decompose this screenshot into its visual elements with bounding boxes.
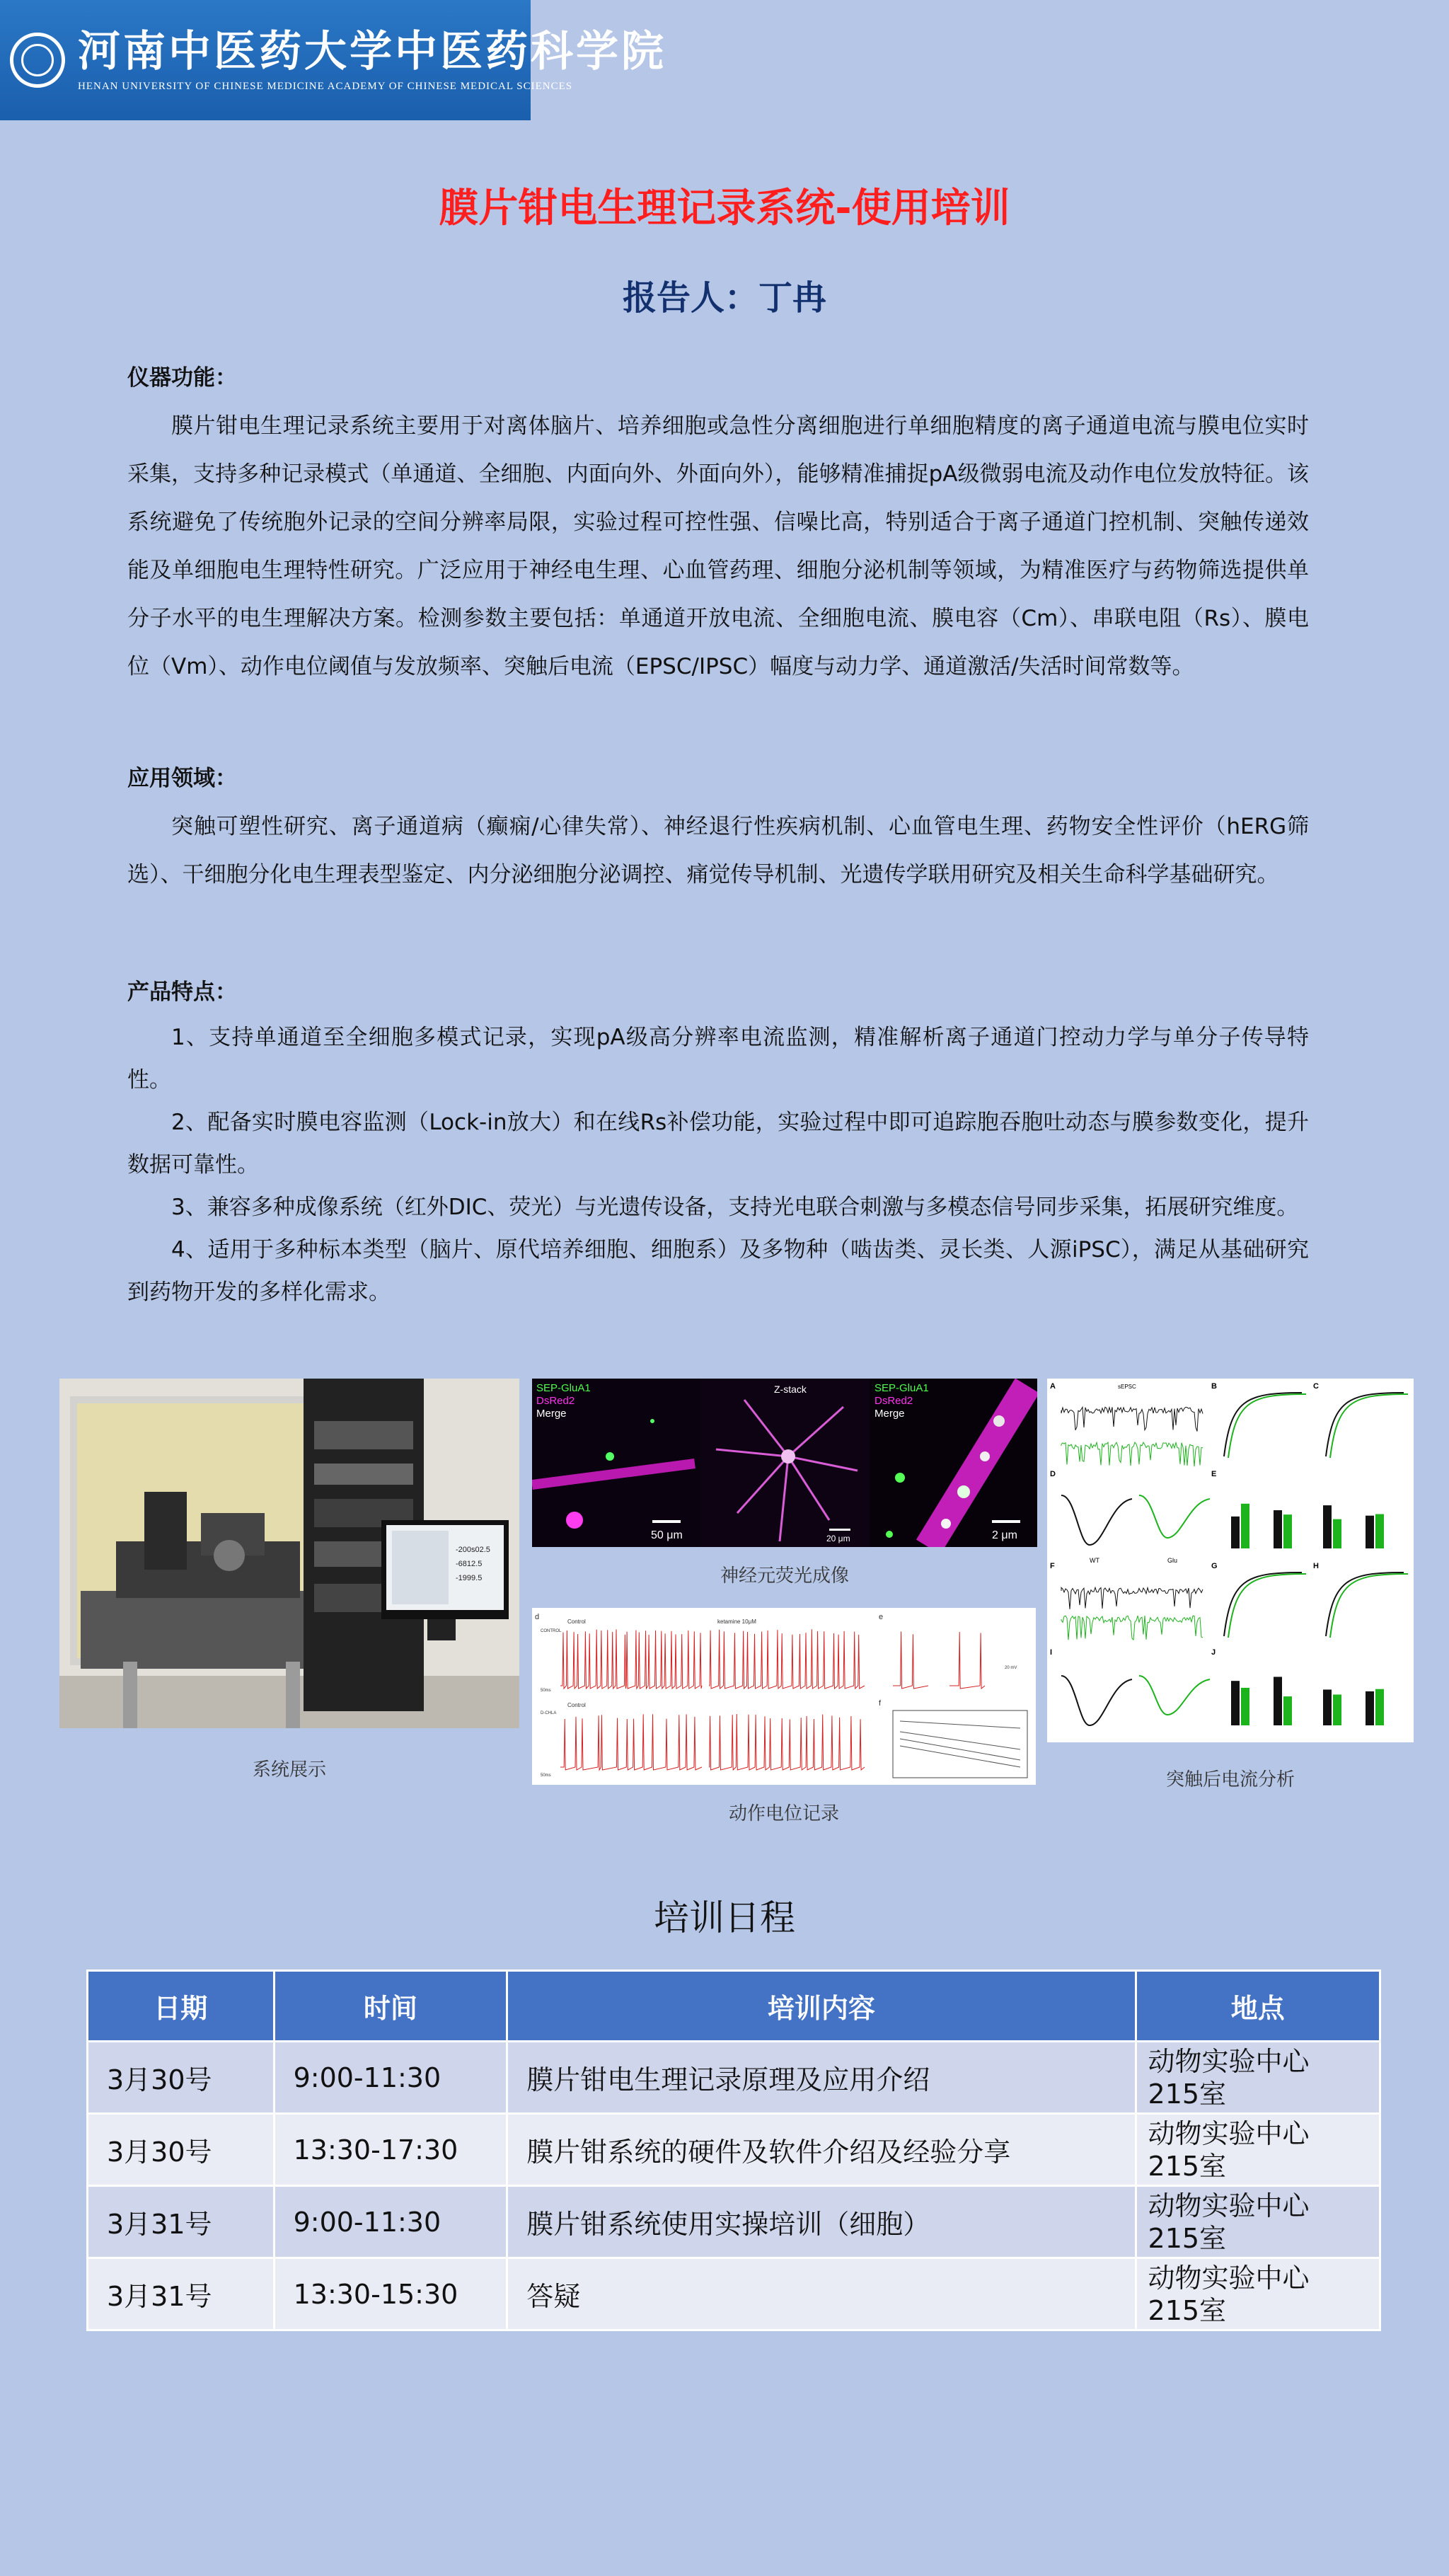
ap-trace — [709, 1714, 865, 1770]
header-content: 培训内容 — [507, 1971, 1136, 2042]
page-title: 膜片钳电生理记录系统-使用培训 — [439, 185, 1010, 231]
cell-time: 9:00-11:30 — [274, 2186, 507, 2258]
table-row — [88, 2042, 1380, 2114]
location-line: 215室 — [1148, 2222, 1227, 2254]
ap-trace — [560, 1714, 702, 1770]
cell-time: 9:00-11:30 — [274, 2042, 507, 2114]
ap-trace — [893, 1631, 928, 1689]
schedule-title: 培训日程 — [654, 1897, 795, 1938]
figure-caption: 突触后电流分析 — [1165, 1769, 1295, 1790]
bar-mark — [1333, 1694, 1341, 1725]
location-line: 215室 — [1148, 2078, 1227, 2110]
trace-label: ketamine 10μM — [717, 1618, 756, 1625]
scale-bar-label: 50 μm — [651, 1529, 683, 1541]
panel-label: Merge — [536, 1408, 567, 1420]
panel-label: SEP-GluA1 — [536, 1382, 591, 1394]
table-row — [88, 2258, 1380, 2330]
cumulative-curve — [1228, 1394, 1306, 1458]
panel-label: SEP-GluA1 — [874, 1382, 929, 1394]
current-trace — [1061, 1442, 1203, 1466]
cumulative-curve — [1330, 1574, 1408, 1638]
location-line: 动物实验中心 — [1148, 2190, 1310, 2221]
current-trace — [1061, 1407, 1203, 1431]
section-heading: 仪器功能： — [127, 365, 237, 391]
section-function — [127, 354, 1309, 691]
feature-item: 1、支持单通道至全细胞多模式记录，实现pA级高分辨率电流监测，精准解析离子通道门控动力学与单分子传导特性。 — [127, 1025, 1309, 1093]
ap-trace — [949, 1632, 985, 1689]
cell-content: 膜片钳系统的硬件及软件介绍及经验分享 — [507, 2114, 1136, 2186]
bar-mark — [1333, 1519, 1341, 1548]
cell-date: 3月30号 — [88, 2114, 275, 2186]
group-label: WT — [1090, 1557, 1099, 1564]
panel-letter: C — [1313, 1382, 1319, 1391]
current-trace — [1061, 1616, 1203, 1640]
bar-mark — [1241, 1504, 1249, 1548]
system-photo — [59, 1379, 519, 1728]
section-application — [127, 754, 1309, 899]
bar-mark — [1231, 1517, 1240, 1548]
trace-label: 50ms — [541, 1689, 551, 1693]
header-time: 时间 — [274, 1971, 507, 2042]
cumulative-curve — [1228, 1574, 1306, 1638]
panel-letter: H — [1313, 1562, 1319, 1570]
trace-label: Control — [567, 1618, 586, 1625]
logo-chinese-name: 河南中医药大学中医药科学院 — [78, 26, 666, 76]
bar-mark — [1375, 1689, 1384, 1725]
emblem-icon — [10, 33, 65, 88]
current-trace — [1061, 1587, 1203, 1609]
average-waveform — [1061, 1676, 1132, 1725]
panel-letter: f — [879, 1699, 882, 1708]
screen-value: -200s02.5 — [456, 1546, 490, 1554]
group-label: Glu — [1167, 1557, 1178, 1564]
figure-caption: 动作电位记录 — [728, 1803, 839, 1824]
bar-mark — [1283, 1696, 1292, 1725]
average-waveform — [1061, 1495, 1132, 1545]
cell-content: 膜片钳系统使用实操培训（细胞） — [507, 2186, 1136, 2258]
bar-mark — [1323, 1505, 1332, 1548]
feature-item: 4、适用于多种标本类型（脑片、原代培养细胞、细胞系）及多物种（啮齿类、灵长类、人源iPSC），满足从基础研究到药物开发的多样化需求。 — [127, 1237, 1309, 1305]
section-heading: 应用领域： — [127, 766, 237, 791]
location-line: 215室 — [1148, 2294, 1227, 2326]
table-row — [88, 2114, 1380, 2186]
cell-content: 膜片钳电生理记录原理及应用介绍 — [507, 2042, 1136, 2114]
scale-bar-label: 20 μm — [826, 1534, 850, 1543]
header-date: 日期 — [88, 1971, 275, 2042]
bar-mark — [1366, 1691, 1374, 1725]
panel-letter: d — [535, 1613, 540, 1621]
trace-label: D-CHLA — [541, 1711, 557, 1715]
cell-location — [1136, 2186, 1380, 2258]
header-location: 地点 — [1136, 1971, 1380, 2042]
scale-bar-label: 2 μm — [992, 1529, 1017, 1541]
table-row — [88, 2186, 1380, 2258]
synaptic-current-figure — [1047, 1379, 1414, 1742]
bar-mark — [1366, 1516, 1374, 1548]
screen-value: -1999.5 — [456, 1574, 483, 1582]
bar-mark — [1241, 1688, 1249, 1725]
schedule-table — [86, 1970, 1381, 2331]
scale-bar-label: 20 mV — [1005, 1666, 1017, 1670]
feature-item: 3、兼容多种成像系统（红外DIC、荧光）与光遗传设备，支持光电联合刺激与多模态信号同步采集，拓展研究维度。 — [171, 1195, 1299, 1220]
section-heading: 产品特点： — [127, 979, 237, 1005]
section-text: 膜片钳电生理记录系统主要用于对离体脑片、培养细胞或急性分离细胞进行单细胞精度的离子通道电流与膜电位实时采集，支持多种记录模式（单通道、全细胞、内面向外、外面向外），能够精准捕捉pA级微弱电流及动作电位发放特征。该系统避免了传统胞外记录的空间分辨率局限，实验过程可控性强、信噪比高，特别适合于离子通道门控机制、突触传递效能及单细胞电生理特性研究。广泛应用于神经电生理、心血管药理、细胞分泌机制等领域，为精准医疗与药物筛选提供单分子水平的电生理解决方案。检测参数主要包括：单通道开放电流、全细胞电流、膜电容（Cm）、串联电阻（Rs）、膜电位（Vm）、动作电位阈值与发放频率、突触后电流（EPSC/IPSC）幅度与动力学、通道激活/失活时间常数等。 — [127, 413, 1309, 679]
panel-letter: E — [1211, 1470, 1217, 1478]
location-line: 动物实验中心 — [1148, 2045, 1310, 2077]
cell-time: 13:30-15:30 — [274, 2258, 507, 2330]
cell-location — [1136, 2258, 1380, 2330]
panel-letter: G — [1211, 1562, 1218, 1570]
bar-mark — [1274, 1510, 1282, 1548]
section-features — [127, 968, 1309, 1313]
panel-letter: e — [879, 1613, 884, 1621]
average-waveform — [1139, 1676, 1210, 1715]
average-waveform — [1139, 1495, 1210, 1538]
institution-logo — [0, 0, 666, 120]
trace-label: CONTROL — [541, 1629, 562, 1633]
figure-caption: 神经元荧光成像 — [720, 1565, 849, 1587]
cell-content: 答疑 — [507, 2258, 1136, 2330]
panel-label: DsRed2 — [536, 1395, 575, 1407]
panel-letter: D — [1050, 1470, 1056, 1478]
screen-value: -6812.5 — [456, 1560, 483, 1568]
bar-mark — [1323, 1689, 1332, 1725]
panel-letter: J — [1211, 1648, 1216, 1657]
feature-item: 2、配备实时膜电容监测（Lock-in放大）和在线Rs补偿功能，实验过程中即可追踪胞吞胞吐动态与膜参数变化，提升数据可靠性。 — [127, 1110, 1309, 1178]
bar-mark — [1274, 1677, 1282, 1725]
cumulative-curve — [1330, 1394, 1408, 1458]
logo-english-name: HENAN UNIVERSITY OF CHINESE MEDICINE ACADEMY OF CHINESE MEDICAL SCIENCES — [78, 80, 573, 92]
cell-location — [1136, 2114, 1380, 2186]
cell-date: 3月31号 — [88, 2186, 275, 2258]
bar-mark — [1375, 1514, 1384, 1548]
location-line: 215室 — [1148, 2150, 1227, 2182]
panel-letter: I — [1050, 1648, 1053, 1657]
bar-mark — [1283, 1514, 1292, 1548]
bar-mark — [1231, 1681, 1240, 1725]
panel-letter: B — [1211, 1382, 1217, 1391]
location-line: 动物实验中心 — [1148, 2262, 1310, 2294]
panel-label: Merge — [874, 1408, 905, 1420]
ap-trace — [709, 1629, 865, 1689]
cell-time: 13:30-17:30 — [274, 2114, 507, 2186]
ap-trace — [560, 1629, 702, 1689]
figure-caption: 系统展示 — [252, 1759, 326, 1781]
location-line: 动物实验中心 — [1148, 2117, 1310, 2149]
section-text: 突触可塑性研究、离子通道病（癫痫/心律失常）、神经退行性疾病机制、心血管电生理、药物安全性评价（hERG筛选）、干细胞分化电生理表型鉴定、内分泌细胞分泌调控、痛觉传导机制、光遗传学联用研究及相关生命科学基础研究。 — [127, 814, 1309, 887]
cell-location — [1136, 2042, 1380, 2114]
fluorescence-image — [532, 1379, 1037, 1547]
panel-letter: A — [1050, 1382, 1056, 1391]
panel-label: Z-stack — [774, 1384, 807, 1395]
reporter: 报告人：丁冉 — [622, 278, 826, 318]
trace-label: sEPSC — [1118, 1384, 1136, 1390]
panel-label: DsRed2 — [874, 1395, 913, 1407]
trace-label: Control — [567, 1702, 586, 1708]
action-potential-figure — [532, 1608, 1036, 1785]
cell-date: 3月30号 — [88, 2042, 275, 2114]
trace-label: 50ms — [541, 1773, 551, 1778]
cell-date: 3月31号 — [88, 2258, 275, 2330]
panel-letter: F — [1050, 1562, 1055, 1570]
